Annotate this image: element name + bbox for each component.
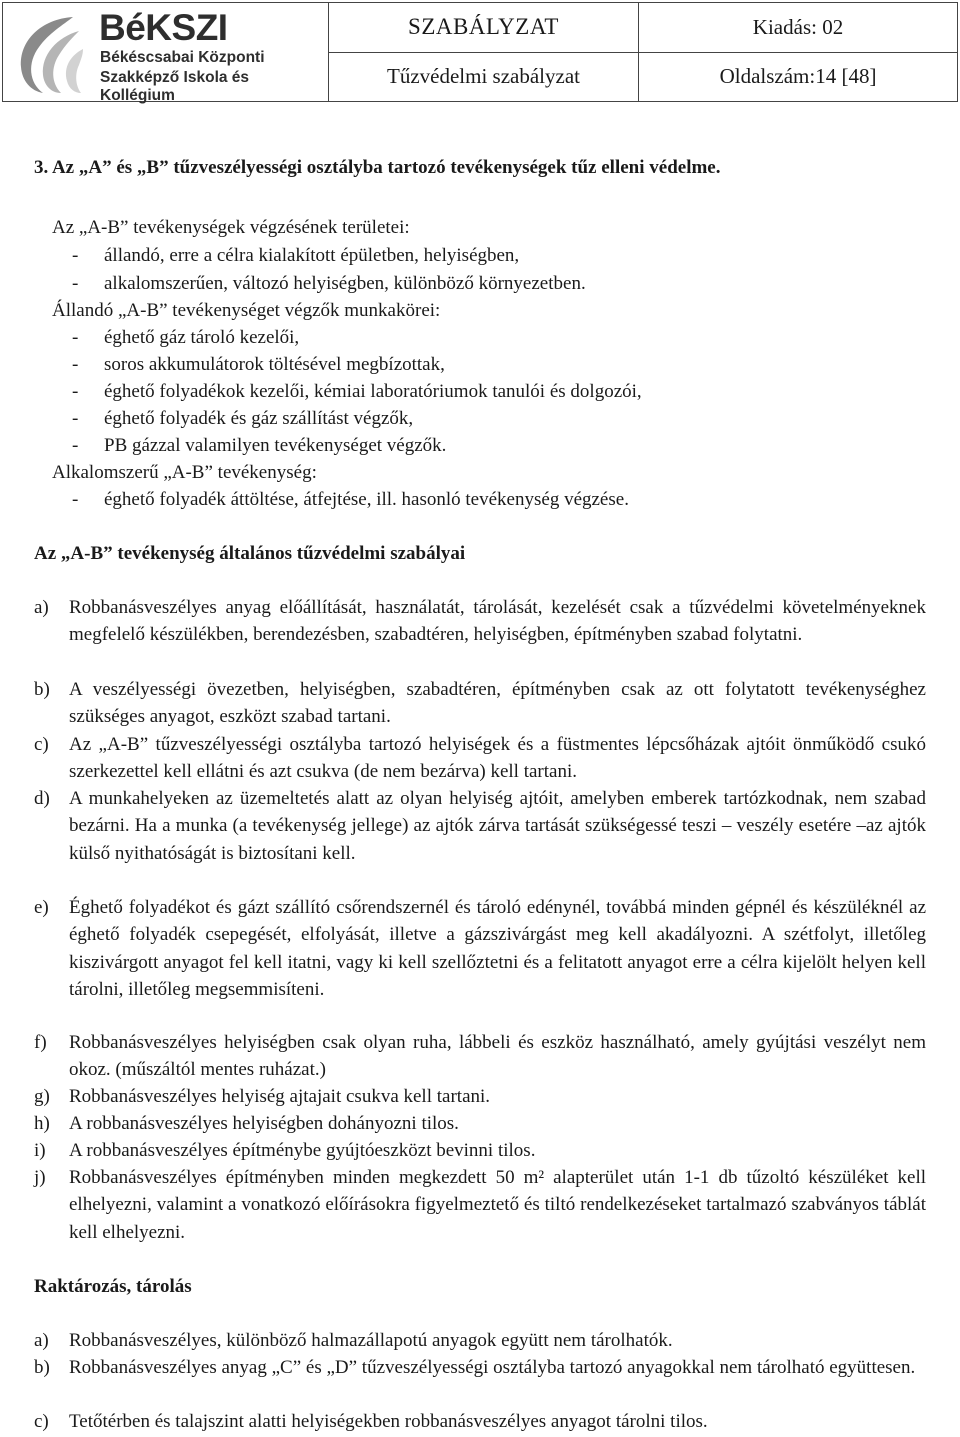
storage-label: b) — [34, 1357, 50, 1378]
edition-label: Kiadás: 02 — [639, 3, 957, 53]
areas-intro: Az „A-B” tevékenységek végzésének területei: — [52, 217, 410, 238]
document-title: Tűzvédelmi szabályzat — [387, 64, 580, 89]
document-header — [2, 2, 958, 102]
bullet-dash: - — [72, 381, 79, 402]
rule-text: Robbanásveszélyes anyag előállítását, használatát, tárolását, kezelését csak a tűzvédelmi követelményeknek megfelelő készülékben, berendezésben, szabadtéren, helyiségben, építményben szabad folytatni. — [69, 597, 926, 646]
bullet-dash: - — [72, 354, 79, 375]
storage-text: Robbanásveszélyes, különböző halmazállapotú anyagok együtt nem tárolhatók. — [69, 1330, 673, 1351]
bullet-dash: - — [72, 435, 79, 456]
rule-text: A munkahelyeken az üzemeltetés alatt az olyan helyiség ajtóit, amelyben emberek tartózkodnak, nem szabad bezárni. Ha a munka (a tevékenység jellege) az ajtók zárva tartását szükségessé teszi – veszély esetére –az ajtók külső nyithatóságát is biztosítani kell. — [69, 788, 926, 864]
areas-item: állandó, erre a célra kialakított épületben, helyiségben, — [104, 245, 520, 266]
bullet-dash: - — [72, 245, 79, 266]
rule-text: Az „A-B” tűzveszélyességi osztályba tartozó helyiségek és a füstmentes lépcsőházak ajtóit önműködő csukó szerkezettel kell ellátni és azt csukva (de nem bezárva) kell tartani. — [69, 734, 926, 783]
rule-label: g) — [34, 1086, 50, 1107]
bullet-dash: - — [72, 327, 79, 348]
areas-item: alkalomszerűen, változó helyiségben, különböző környezetben. — [104, 273, 586, 294]
rule-label: a) — [34, 597, 49, 618]
logo-subtitle-line1: Békéscsabai Központi — [100, 49, 265, 66]
permanent-item: soros akkumulátorok töltésével megbízottak, — [104, 354, 445, 375]
rule-text: A robbanásveszélyes helyiségben dohányozni tilos. — [69, 1113, 459, 1134]
rule-text: Robbanásveszélyes építményben minden megkezdett 50 m² alapterület után 1-1 db tűzoltó készüléket kell elhelyezni, valamint a vonatkozó előírásokra figyelmeztető és tiltó rendelkezéseket tartalmazó szabványos táblát kell elhelyezni. — [69, 1167, 926, 1243]
rule-label: d) — [34, 788, 50, 809]
logo-subtitle-line2: Szakképző Iskola és Kollégium — [100, 69, 250, 104]
rule-label: e) — [34, 897, 49, 918]
bullet-dash: - — [72, 489, 79, 510]
school-logo — [3, 3, 329, 104]
storage-heading: Raktározás, tárolás — [34, 1276, 192, 1297]
rules-heading: Az „A-B” tevékenység általános tűzvédelmi szabályai — [34, 543, 466, 564]
bullet-dash: - — [72, 408, 79, 429]
permanent-item: éghető folyadék és gáz szállítást végzők, — [104, 408, 414, 429]
document-type: SZABÁLYZAT — [329, 3, 638, 53]
permanent-item: éghető gáz tároló kezelői, — [104, 327, 300, 348]
section-heading: 3. Az „A” és „B” tűzveszélyességi osztályba tartozó tevékenységek tűz elleni védelme. — [34, 157, 721, 178]
rule-label: c) — [34, 734, 49, 755]
rule-text: Robbanásveszélyes helyiségben csak olyan ruha, lábbeli és eszköz használható, amely gyújtási veszélyt nem okoz. (műszáltól mentes ruházat.) — [69, 1032, 926, 1081]
rule-label: j) — [34, 1167, 46, 1188]
logo-name: BéKSZI — [99, 7, 228, 48]
storage-label: a) — [34, 1330, 49, 1351]
permanent-item: éghető folyadékok kezelői, kémiai laboratóriumok tanulói és dolgozói, — [104, 381, 642, 402]
permanent-item: PB gázzal valamilyen tevékenységet végzők. — [104, 435, 447, 456]
rule-text: A robbanásveszélyes építménybe gyújtóeszközt bevinni tilos. — [69, 1140, 536, 1161]
bullet-dash: - — [72, 273, 79, 294]
page-number: Oldalszám:14 [48] — [719, 64, 877, 89]
rule-label: i) — [34, 1140, 46, 1161]
storage-text: Robbanásveszélyes anyag „C” és „D” tűzveszélyességi osztályba tartozó anyagokkal nem tárolható együttesen. — [69, 1357, 916, 1378]
rule-label: f) — [34, 1032, 47, 1053]
rule-text: A veszélyességi övezetben, helyiségben, szabadtéren, építményben csak az ott folytatott tevékenységhez szükséges anyagot, eszközt szabad tartani. — [69, 679, 926, 728]
occasional-intro: Alkalomszerű „A-B” tevékenység: — [52, 462, 317, 483]
rule-label: b) — [34, 679, 50, 700]
rule-text: Éghető folyadékot és gázt szállító csőrendszernél és tároló edénynél, továbbá minden gépnél és készüléknél az éghető folyadék csepegését, elfolyását, illetve a gázszivárgást meg kell akadályozni. A szétfolyt, illetőleg kiszivárgott anyagot fel kell itatni, vagy ki kell szellőztetni és a felitatott anyagot erre a célra kijelölt helyen kell tárolni, illetőleg megsemmisíteni. — [69, 897, 926, 1000]
rule-text: Robbanásveszélyes helyiség ajtajait csukva kell tartani. — [69, 1086, 491, 1107]
rule-label: h) — [34, 1113, 50, 1134]
permanent-intro: Állandó „A-B” tevékenységet végzők munkakörei: — [52, 300, 441, 321]
storage-text: Tetőtérben és talajszint alatti helyiségekben robbanásveszélyes anyagot tárolni tilos. — [69, 1411, 708, 1432]
storage-label: c) — [34, 1411, 49, 1432]
logo-swoosh-icon — [13, 11, 87, 95]
occasional-item: éghető folyadék áttöltése, átfejtése, ill. hasonló tevékenység végzése. — [104, 489, 629, 510]
